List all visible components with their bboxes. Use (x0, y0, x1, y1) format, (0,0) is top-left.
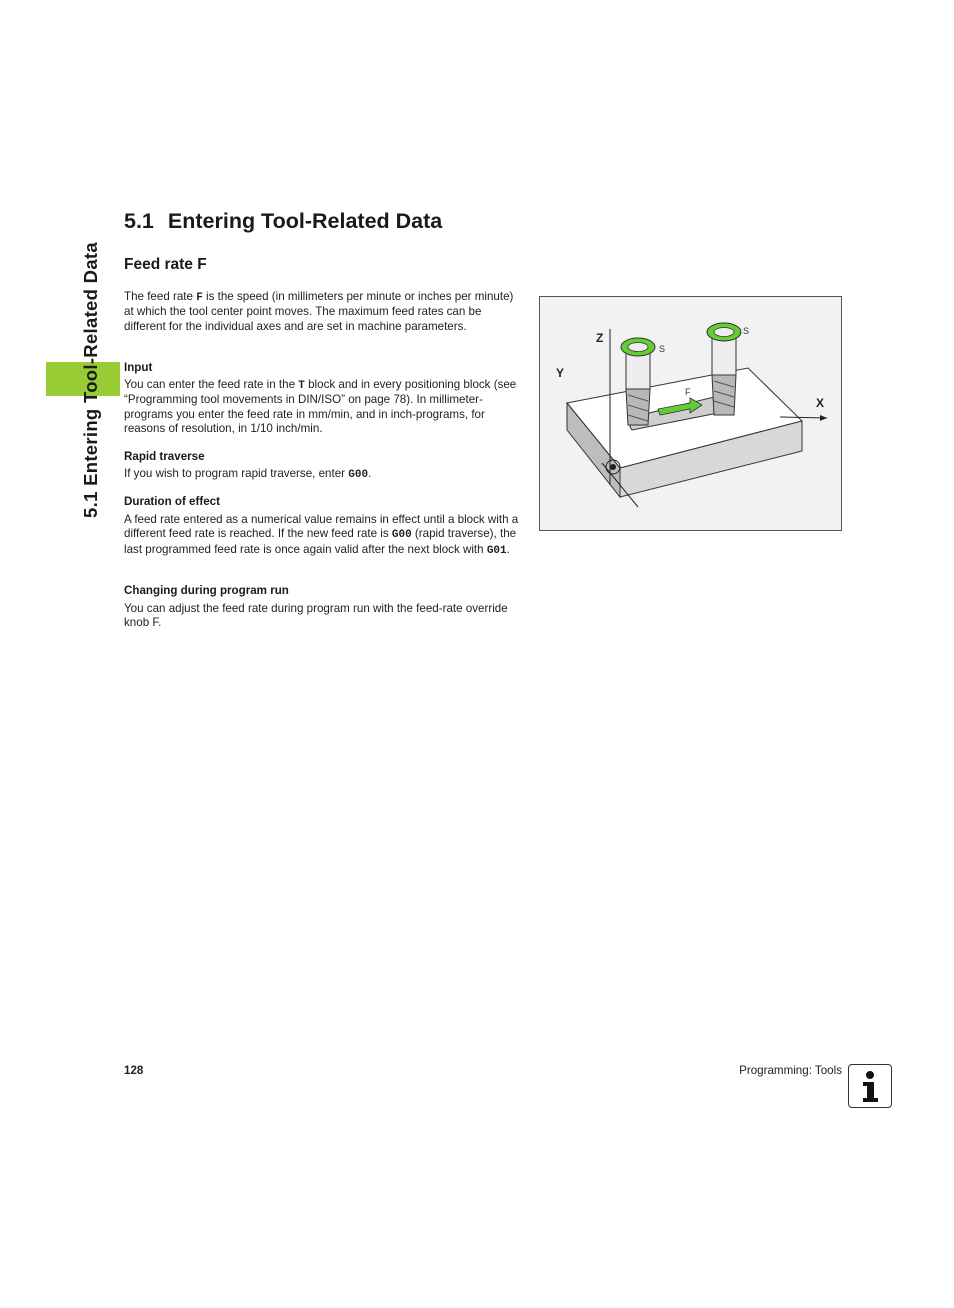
label-f: F (685, 387, 691, 397)
info-icon (848, 1064, 892, 1108)
subsection-heading: Feed rate F (124, 256, 207, 273)
x-axis-arrowhead (820, 415, 827, 421)
rapid-heading: Rapid traverse (124, 450, 205, 463)
rapid-paragraph: If you wish to program rapid traverse, enter G00. (124, 467, 372, 481)
section-title: Entering Tool-Related Data (167, 209, 443, 233)
origin-marker-inner (610, 464, 616, 470)
changing-paragraph: You can adjust the feed rate during program run with the feed-rate override knob F. (124, 602, 508, 630)
label-z: Z (596, 331, 604, 345)
duration-heading: Duration of effect (124, 495, 220, 508)
feed-rate-figure (539, 296, 842, 531)
label-s1: S (659, 344, 666, 354)
tool-left-flutes (626, 389, 650, 425)
intro-paragraph: The feed rate F is the speed (in millimeters per minute or inches per minute) at which the tool center point moves. The maximum feed rates can be different for the individual axes and are set in machine parameters. (124, 290, 514, 333)
input-heading: Input (124, 361, 153, 374)
changing-heading: Changing during program run (124, 584, 289, 597)
footer-chapter-title: Programming: Tools (739, 1064, 842, 1077)
duration-paragraph: A feed rate entered as a numerical value remains in effect until a block with a different feed rate is reached. If the new feed rate is G00 (rapid traverse), the last programmed feed rate is once again valid after the next block with G01. (124, 513, 519, 557)
section-heading (124, 209, 442, 234)
input-paragraph: You can enter the feed rate in the T block and in every positioning block (see “Programming tool movements in DIN/ISO” on page 78). In millimeter-programs you enter the feed rate in mm/min, and in inch-programs, for reasons of resolution, in 1/10 inch/min. (124, 378, 517, 436)
label-s2: S (743, 326, 750, 336)
label-y: Y (556, 366, 565, 380)
label-x: X (816, 396, 825, 410)
page-number: 128 (124, 1064, 144, 1077)
section-number: 5.1 (124, 209, 154, 233)
side-chapter-title: 5.1 Entering Tool-Related Data (80, 242, 101, 518)
